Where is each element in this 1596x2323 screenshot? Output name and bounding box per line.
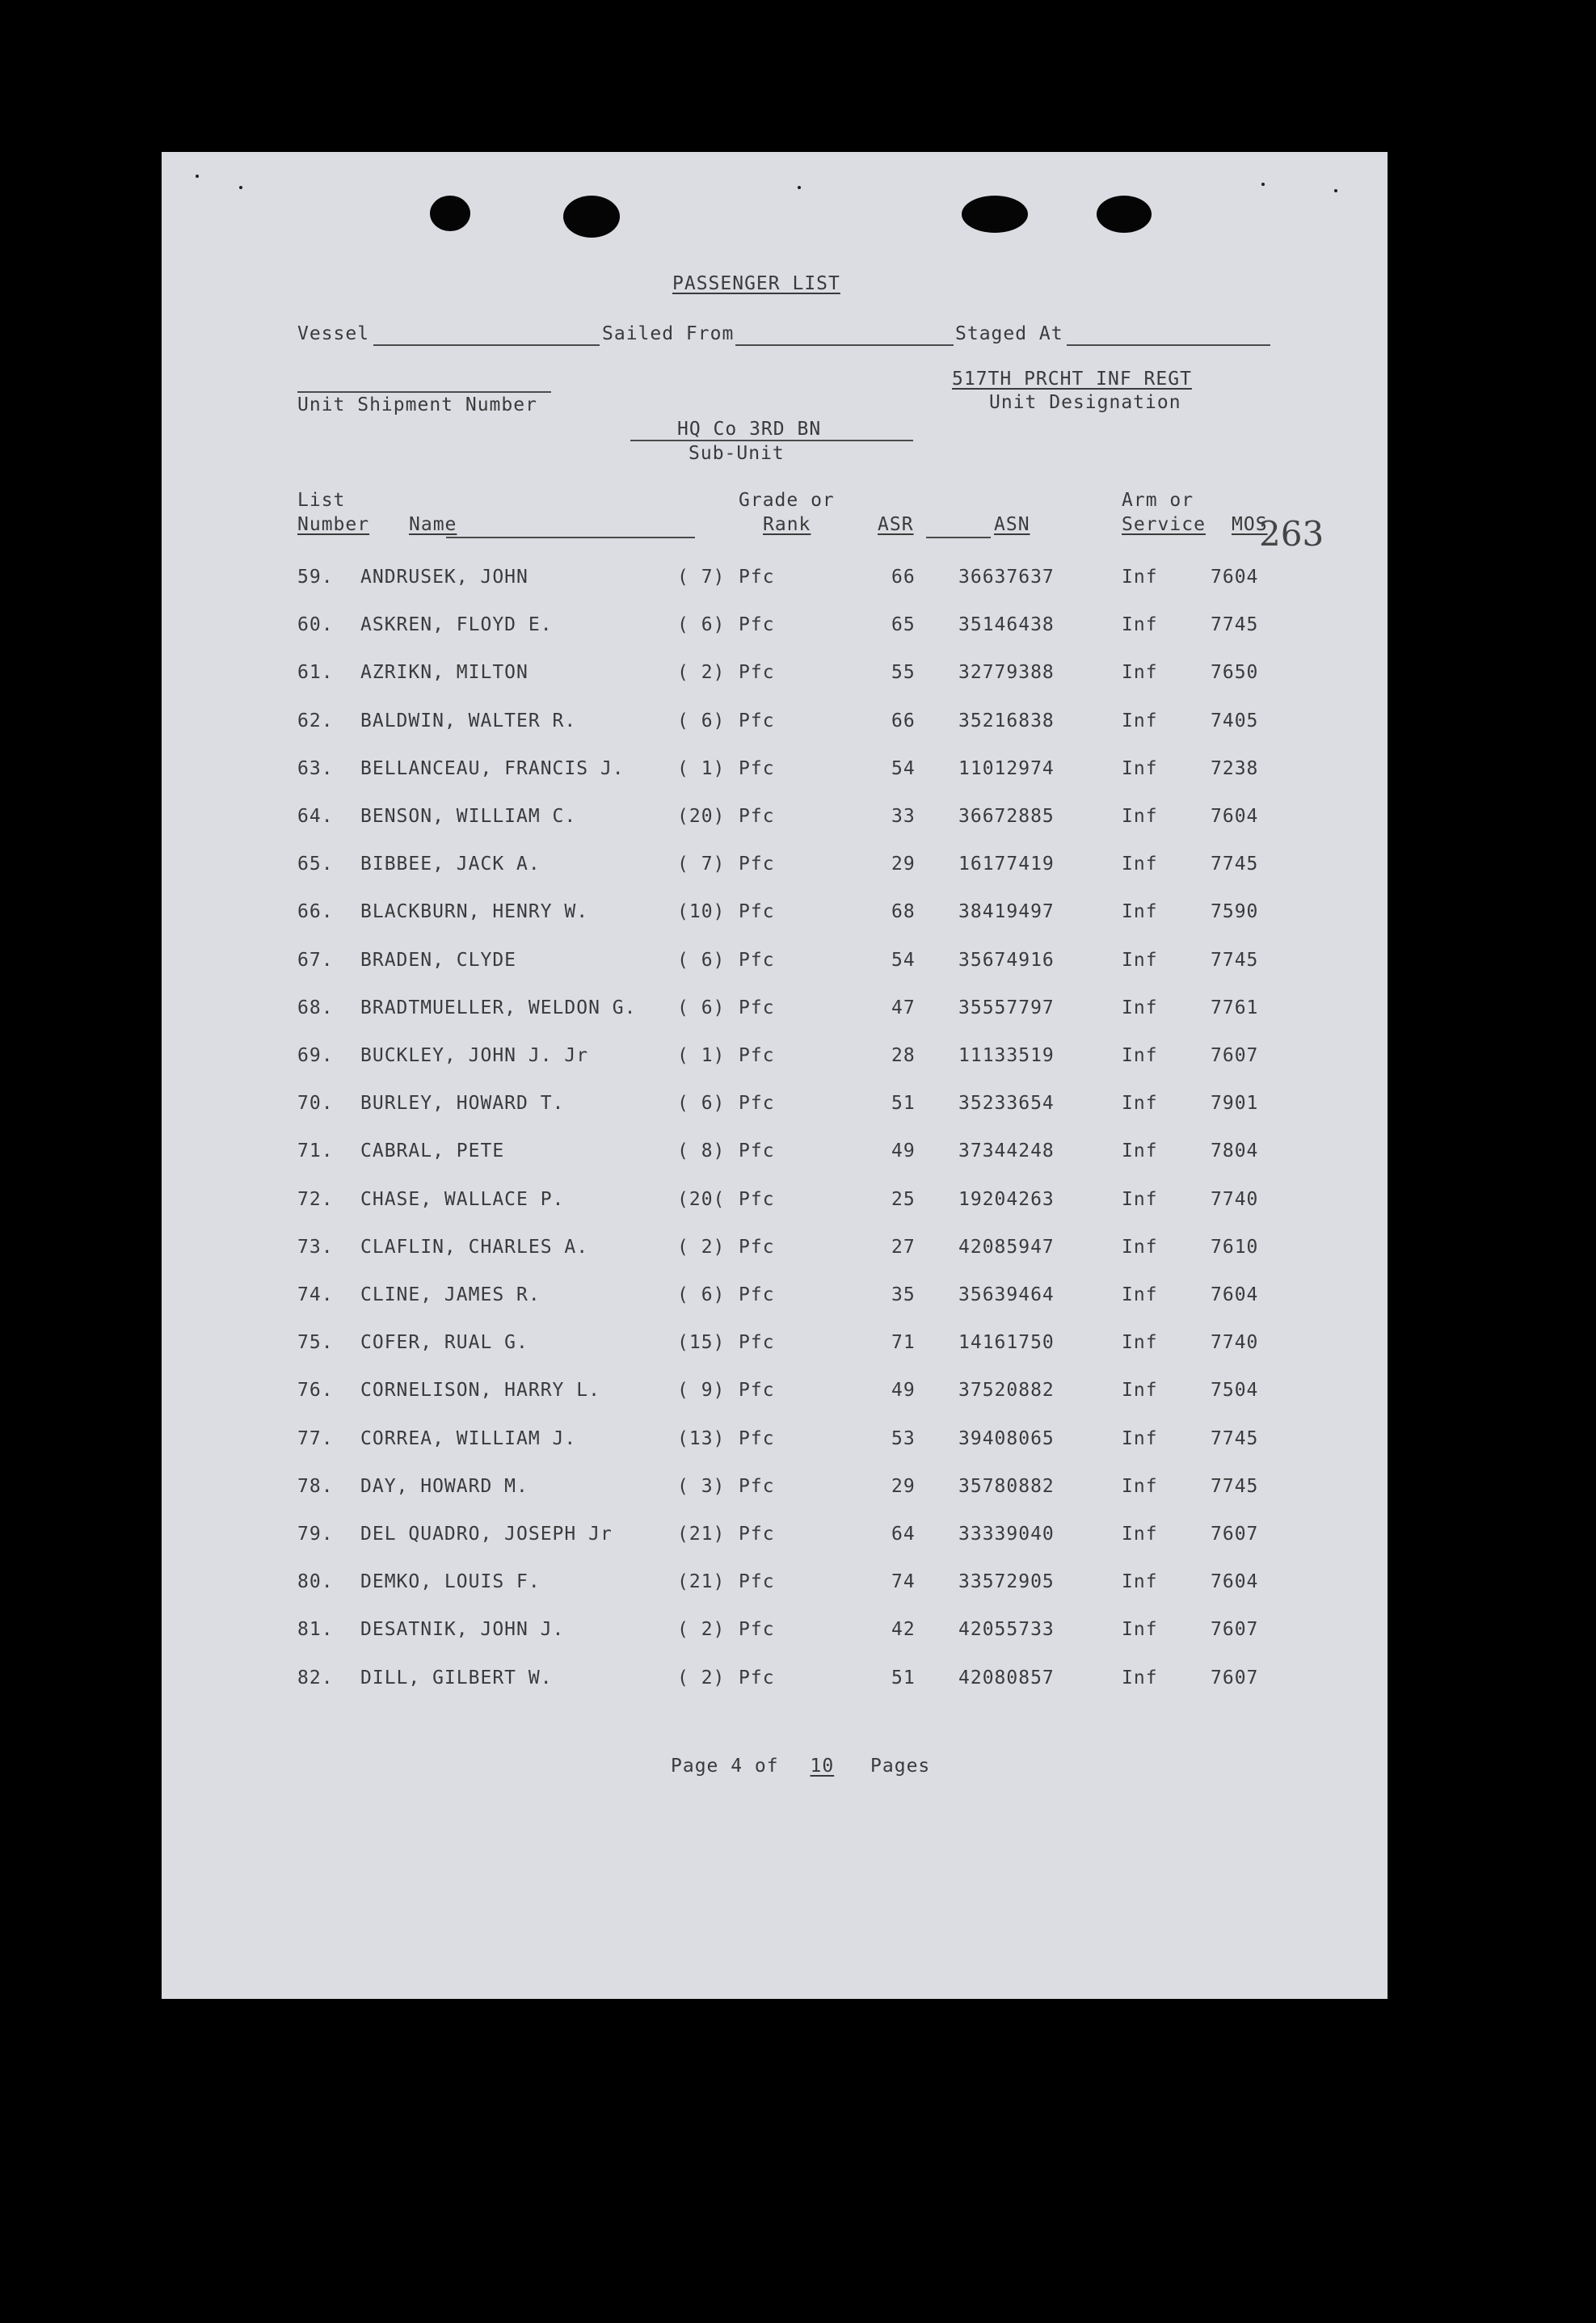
unit-shipment-label: Unit Shipment Number <box>297 394 537 415</box>
cell-arm: Inf <box>1122 806 1158 827</box>
cell-num: 81. <box>297 1619 334 1641</box>
cell-asn: 35146438 <box>958 614 1055 636</box>
cell-mos: 7607 <box>1211 1667 1259 1688</box>
table-row <box>297 1140 1332 1173</box>
cell-rank: Pfc <box>739 1619 775 1641</box>
cell-num: 68. <box>297 997 334 1018</box>
cell-arm: Inf <box>1122 1619 1158 1641</box>
page-stamp-number: 263 <box>1259 514 1324 554</box>
cell-rank: Pfc <box>739 901 775 923</box>
table-row <box>297 710 1332 743</box>
cell-grade: ( 8) <box>677 1140 726 1162</box>
cell-rank: Pfc <box>739 1427 775 1449</box>
cell-asn: 33339040 <box>958 1524 1055 1545</box>
cell-asr: 49 <box>891 1140 916 1162</box>
cell-arm: Inf <box>1122 1045 1158 1066</box>
cell-asn: 37520882 <box>958 1380 1055 1402</box>
cell-name: BIBBEE, JACK A. <box>360 854 541 875</box>
sub-unit-label: Sub-Unit <box>689 443 785 464</box>
cell-grade: ( 6) <box>677 614 726 636</box>
cell-asr: 66 <box>891 710 916 731</box>
cell-name: DESATNIK, JOHN J. <box>360 1619 565 1641</box>
cell-arm: Inf <box>1122 1524 1158 1545</box>
cell-name: COFER, RUAL G. <box>360 1332 528 1354</box>
punch-hole <box>962 196 1028 233</box>
cell-num: 64. <box>297 806 334 827</box>
header-name: Name <box>409 514 457 535</box>
table-row <box>297 1571 1332 1604</box>
cell-name: CORREA, WILLIAM J. <box>360 1427 577 1449</box>
cell-name: DAY, HOWARD M. <box>360 1475 528 1497</box>
cell-mos: 7740 <box>1211 1332 1259 1354</box>
header-arm: Service <box>1122 514 1206 535</box>
cell-arm: Inf <box>1122 567 1158 588</box>
cell-mos: 7745 <box>1211 614 1259 636</box>
unit-shipment-blank <box>297 391 551 393</box>
punch-hole <box>563 196 620 238</box>
header-arm-top: Arm or <box>1122 490 1194 511</box>
cell-arm: Inf <box>1122 1284 1158 1305</box>
cell-num: 72. <box>297 1188 334 1210</box>
cell-rank: Pfc <box>739 567 775 588</box>
cell-arm: Inf <box>1122 997 1158 1018</box>
table-row <box>297 1189 1332 1221</box>
table-row <box>297 1237 1332 1269</box>
cell-name: BENSON, WILLIAM C. <box>360 806 577 827</box>
cell-num: 69. <box>297 1045 334 1066</box>
cell-rank: Pfc <box>739 1093 775 1115</box>
cell-asr: 64 <box>891 1524 916 1545</box>
cell-name: BURLEY, HOWARD T. <box>360 1093 565 1115</box>
cell-num: 67. <box>297 949 334 971</box>
cell-arm: Inf <box>1122 1571 1158 1593</box>
cell-mos: 7604 <box>1211 567 1259 588</box>
cell-asn: 39408065 <box>958 1427 1055 1449</box>
table-row <box>297 1524 1332 1556</box>
cell-name: CLAFLIN, CHARLES A. <box>360 1236 589 1258</box>
cell-rank: Pfc <box>739 614 775 636</box>
punch-hole <box>1097 196 1152 233</box>
cell-name: BRADEN, CLYDE <box>360 949 517 971</box>
cell-rank: Pfc <box>739 1045 775 1066</box>
cell-asn: 36637637 <box>958 567 1055 588</box>
cell-asn: 38419497 <box>958 901 1055 923</box>
unit-designation-value: 517TH PRCHT INF REGT <box>952 369 1192 390</box>
sailed-from-label: Sailed From <box>602 323 735 344</box>
cell-asn: 42080857 <box>958 1667 1055 1688</box>
cell-asn: 14161750 <box>958 1332 1055 1354</box>
cell-asr: 27 <box>891 1236 916 1258</box>
cell-asr: 51 <box>891 1667 916 1688</box>
cell-grade: ( 7) <box>677 567 726 588</box>
cell-grade: (15) <box>677 1332 726 1354</box>
cell-asn: 37344248 <box>958 1140 1055 1162</box>
cell-name: DEL QUADRO, JOSEPH Jr <box>360 1524 613 1545</box>
cell-asn: 35557797 <box>958 997 1055 1018</box>
cell-grade: ( 6) <box>677 997 726 1018</box>
table-row <box>297 1380 1332 1412</box>
cell-asr: 47 <box>891 997 916 1018</box>
cell-mos: 7804 <box>1211 1140 1259 1162</box>
cell-name: BRADTMUELLER, WELDON G. <box>360 997 637 1018</box>
header-asr: ASR <box>878 514 914 535</box>
cell-num: 73. <box>297 1236 334 1258</box>
cell-rank: Pfc <box>739 1524 775 1545</box>
table-row <box>297 758 1332 790</box>
table-row <box>297 901 1332 934</box>
table-row <box>297 662 1332 694</box>
cell-num: 63. <box>297 757 334 779</box>
cell-arm: Inf <box>1122 1332 1158 1354</box>
table-row <box>297 1284 1332 1317</box>
table-row <box>297 1093 1332 1125</box>
cell-grade: ( 6) <box>677 1284 726 1305</box>
cell-grade: ( 2) <box>677 1667 726 1688</box>
cell-num: 82. <box>297 1667 334 1688</box>
table-row <box>297 1428 1332 1461</box>
header-grade-top: Grade or <box>739 490 835 511</box>
cell-asr: 33 <box>891 806 916 827</box>
cell-name: BALDWIN, WALTER R. <box>360 710 577 731</box>
cell-num: 78. <box>297 1475 334 1497</box>
header-name-rule <box>446 537 695 538</box>
cell-arm: Inf <box>1122 1380 1158 1402</box>
cell-num: 79. <box>297 1524 334 1545</box>
cell-asn: 35233654 <box>958 1093 1055 1115</box>
cell-grade: ( 1) <box>677 1045 726 1066</box>
cell-asn: 36672885 <box>958 806 1055 827</box>
cell-mos: 7745 <box>1211 949 1259 971</box>
cell-asn: 33572905 <box>958 1571 1055 1593</box>
footer-prefix: Page 4 of <box>671 1756 779 1777</box>
cell-asr: 54 <box>891 757 916 779</box>
cell-grade: ( 9) <box>677 1380 726 1402</box>
cell-arm: Inf <box>1122 1667 1158 1688</box>
cell-rank: Pfc <box>739 997 775 1018</box>
cell-asr: 74 <box>891 1571 916 1593</box>
cell-grade: ( 6) <box>677 710 726 731</box>
cell-asr: 68 <box>891 901 916 923</box>
table-row <box>297 1332 1332 1364</box>
cell-asr: 35 <box>891 1284 916 1305</box>
cell-rank: Pfc <box>739 1140 775 1162</box>
cell-asr: 65 <box>891 614 916 636</box>
cell-arm: Inf <box>1122 614 1158 636</box>
cell-asr: 51 <box>891 1093 916 1115</box>
cell-asn: 32779388 <box>958 662 1055 684</box>
header-list-number-top: List <box>297 490 346 511</box>
cell-num: 76. <box>297 1380 334 1402</box>
cell-grade: ( 2) <box>677 1236 726 1258</box>
cell-name: BUCKLEY, JOHN J. Jr <box>360 1045 589 1066</box>
cell-mos: 7607 <box>1211 1524 1259 1545</box>
cell-arm: Inf <box>1122 662 1158 684</box>
header-asn: ASN <box>994 514 1030 535</box>
footer-total: 10 <box>810 1756 835 1777</box>
cell-arm: Inf <box>1122 1140 1158 1162</box>
cell-rank: Pfc <box>739 1380 775 1402</box>
sub-unit-blank <box>630 440 913 441</box>
unit-designation-label: Unit Designation <box>989 392 1181 413</box>
cell-mos: 7761 <box>1211 997 1259 1018</box>
cell-name: BLACKBURN, HENRY W. <box>360 901 589 923</box>
cell-asr: 42 <box>891 1619 916 1641</box>
sailed-from-blank <box>735 344 954 346</box>
paper-speck <box>1261 183 1265 186</box>
cell-rank: Pfc <box>739 1284 775 1305</box>
cell-num: 62. <box>297 710 334 731</box>
cell-num: 66. <box>297 901 334 923</box>
cell-arm: Inf <box>1122 1188 1158 1210</box>
cell-grade: ( 3) <box>677 1475 726 1497</box>
cell-num: 70. <box>297 1093 334 1115</box>
cell-mos: 7590 <box>1211 901 1259 923</box>
cell-asr: 66 <box>891 567 916 588</box>
table-row <box>297 1045 1332 1077</box>
cell-rank: Pfc <box>739 1332 775 1354</box>
cell-asr: 53 <box>891 1427 916 1449</box>
cell-name: ASKREN, FLOYD E. <box>360 614 553 636</box>
cell-name: CHASE, WALLACE P. <box>360 1188 565 1210</box>
cell-asr: 71 <box>891 1332 916 1354</box>
cell-name: DEMKO, LOUIS F. <box>360 1571 541 1593</box>
cell-rank: Pfc <box>739 1667 775 1688</box>
cell-asr: 28 <box>891 1045 916 1066</box>
paper-speck <box>1334 189 1337 192</box>
cell-rank: Pfc <box>739 1571 775 1593</box>
paper-speck <box>239 186 242 189</box>
cell-grade: ( 6) <box>677 1093 726 1115</box>
cell-num: 77. <box>297 1427 334 1449</box>
cell-num: 61. <box>297 662 334 684</box>
cell-rank: Pfc <box>739 757 775 779</box>
cell-arm: Inf <box>1122 710 1158 731</box>
cell-num: 71. <box>297 1140 334 1162</box>
cell-asr: 29 <box>891 1475 916 1497</box>
cell-num: 59. <box>297 567 334 588</box>
staged-at-label: Staged At <box>955 323 1063 344</box>
page-title: PASSENGER LIST <box>672 273 840 294</box>
table-row <box>297 997 1332 1030</box>
header-list-number: Number <box>297 514 370 535</box>
header-grade: Rank <box>763 514 811 535</box>
cell-asn: 11133519 <box>958 1045 1055 1066</box>
cell-rank: Pfc <box>739 806 775 827</box>
cell-asn: 42055733 <box>958 1619 1055 1641</box>
cell-arm: Inf <box>1122 757 1158 779</box>
cell-mos: 7604 <box>1211 806 1259 827</box>
table-row <box>297 854 1332 886</box>
cell-grade: (20( <box>677 1188 726 1210</box>
cell-grade: (20) <box>677 806 726 827</box>
table-row <box>297 614 1332 647</box>
table-row <box>297 1476 1332 1508</box>
cell-arm: Inf <box>1122 1475 1158 1497</box>
cell-mos: 7504 <box>1211 1380 1259 1402</box>
document-page <box>162 152 1388 1999</box>
cell-num: 75. <box>297 1332 334 1354</box>
cell-grade: ( 7) <box>677 854 726 875</box>
cell-name: CLINE, JAMES R. <box>360 1284 541 1305</box>
cell-arm: Inf <box>1122 854 1158 875</box>
cell-mos: 7604 <box>1211 1284 1259 1305</box>
cell-mos: 7607 <box>1211 1045 1259 1066</box>
cell-asr: 29 <box>891 854 916 875</box>
cell-name: CABRAL, PETE <box>360 1140 505 1162</box>
cell-mos: 7238 <box>1211 757 1259 779</box>
table-row <box>297 806 1332 838</box>
table-row <box>297 1619 1332 1651</box>
cell-asn: 16177419 <box>958 854 1055 875</box>
footer-suffix: Pages <box>870 1756 931 1777</box>
cell-name: CORNELISON, HARRY L. <box>360 1380 600 1402</box>
cell-rank: Pfc <box>739 1188 775 1210</box>
page-footer <box>671 1756 930 1777</box>
cell-mos: 7650 <box>1211 662 1259 684</box>
cell-rank: Pfc <box>739 949 775 971</box>
cell-mos: 7607 <box>1211 1619 1259 1641</box>
cell-grade: ( 2) <box>677 662 726 684</box>
cell-asn: 35780882 <box>958 1475 1055 1497</box>
cell-name: AZRIKN, MILTON <box>360 662 528 684</box>
cell-rank: Pfc <box>739 662 775 684</box>
cell-num: 65. <box>297 854 334 875</box>
cell-mos: 7745 <box>1211 1427 1259 1449</box>
cell-mos: 7740 <box>1211 1188 1259 1210</box>
cell-name: BELLANCEAU, FRANCIS J. <box>360 757 625 779</box>
cell-name: ANDRUSEK, JOHN <box>360 567 528 588</box>
cell-arm: Inf <box>1122 1427 1158 1449</box>
cell-grade: (21) <box>677 1524 726 1545</box>
cell-asr: 54 <box>891 949 916 971</box>
cell-asn: 42085947 <box>958 1236 1055 1258</box>
cell-mos: 7901 <box>1211 1093 1259 1115</box>
cell-asn: 19204263 <box>958 1188 1055 1210</box>
cell-asn: 35674916 <box>958 949 1055 971</box>
header-asn-rule <box>926 537 991 538</box>
vessel-label: Vessel <box>297 323 370 344</box>
paper-speck <box>798 186 801 189</box>
cell-grade: (21) <box>677 1571 726 1593</box>
cell-num: 60. <box>297 614 334 636</box>
cell-grade: ( 6) <box>677 949 726 971</box>
cell-grade: (10) <box>677 901 726 923</box>
table-row <box>297 567 1332 599</box>
cell-arm: Inf <box>1122 949 1158 971</box>
cell-mos: 7610 <box>1211 1236 1259 1258</box>
cell-grade: (13) <box>677 1427 726 1449</box>
cell-grade: ( 1) <box>677 757 726 779</box>
cell-arm: Inf <box>1122 1236 1158 1258</box>
cell-asr: 55 <box>891 662 916 684</box>
cell-arm: Inf <box>1122 901 1158 923</box>
punch-hole <box>430 196 470 231</box>
cell-num: 74. <box>297 1284 334 1305</box>
table-row <box>297 950 1332 982</box>
paper-speck <box>196 175 199 178</box>
cell-mos: 7604 <box>1211 1571 1259 1593</box>
cell-arm: Inf <box>1122 1093 1158 1115</box>
cell-asr: 49 <box>891 1380 916 1402</box>
cell-asn: 35216838 <box>958 710 1055 731</box>
cell-mos: 7745 <box>1211 1475 1259 1497</box>
cell-rank: Pfc <box>739 1236 775 1258</box>
cell-name: DILL, GILBERT W. <box>360 1667 553 1688</box>
vessel-blank <box>373 344 600 346</box>
header-mos: MOS <box>1232 514 1268 535</box>
cell-rank: Pfc <box>739 710 775 731</box>
cell-num: 80. <box>297 1571 334 1593</box>
cell-asr: 25 <box>891 1188 916 1210</box>
cell-asn: 35639464 <box>958 1284 1055 1305</box>
cell-rank: Pfc <box>739 1475 775 1497</box>
staged-at-blank <box>1067 344 1270 346</box>
cell-mos: 7745 <box>1211 854 1259 875</box>
sub-unit-value: HQ Co 3RD BN <box>677 419 822 440</box>
cell-grade: ( 2) <box>677 1619 726 1641</box>
cell-mos: 7405 <box>1211 710 1259 731</box>
cell-rank: Pfc <box>739 854 775 875</box>
cell-asn: 11012974 <box>958 757 1055 779</box>
table-row <box>297 1667 1332 1700</box>
